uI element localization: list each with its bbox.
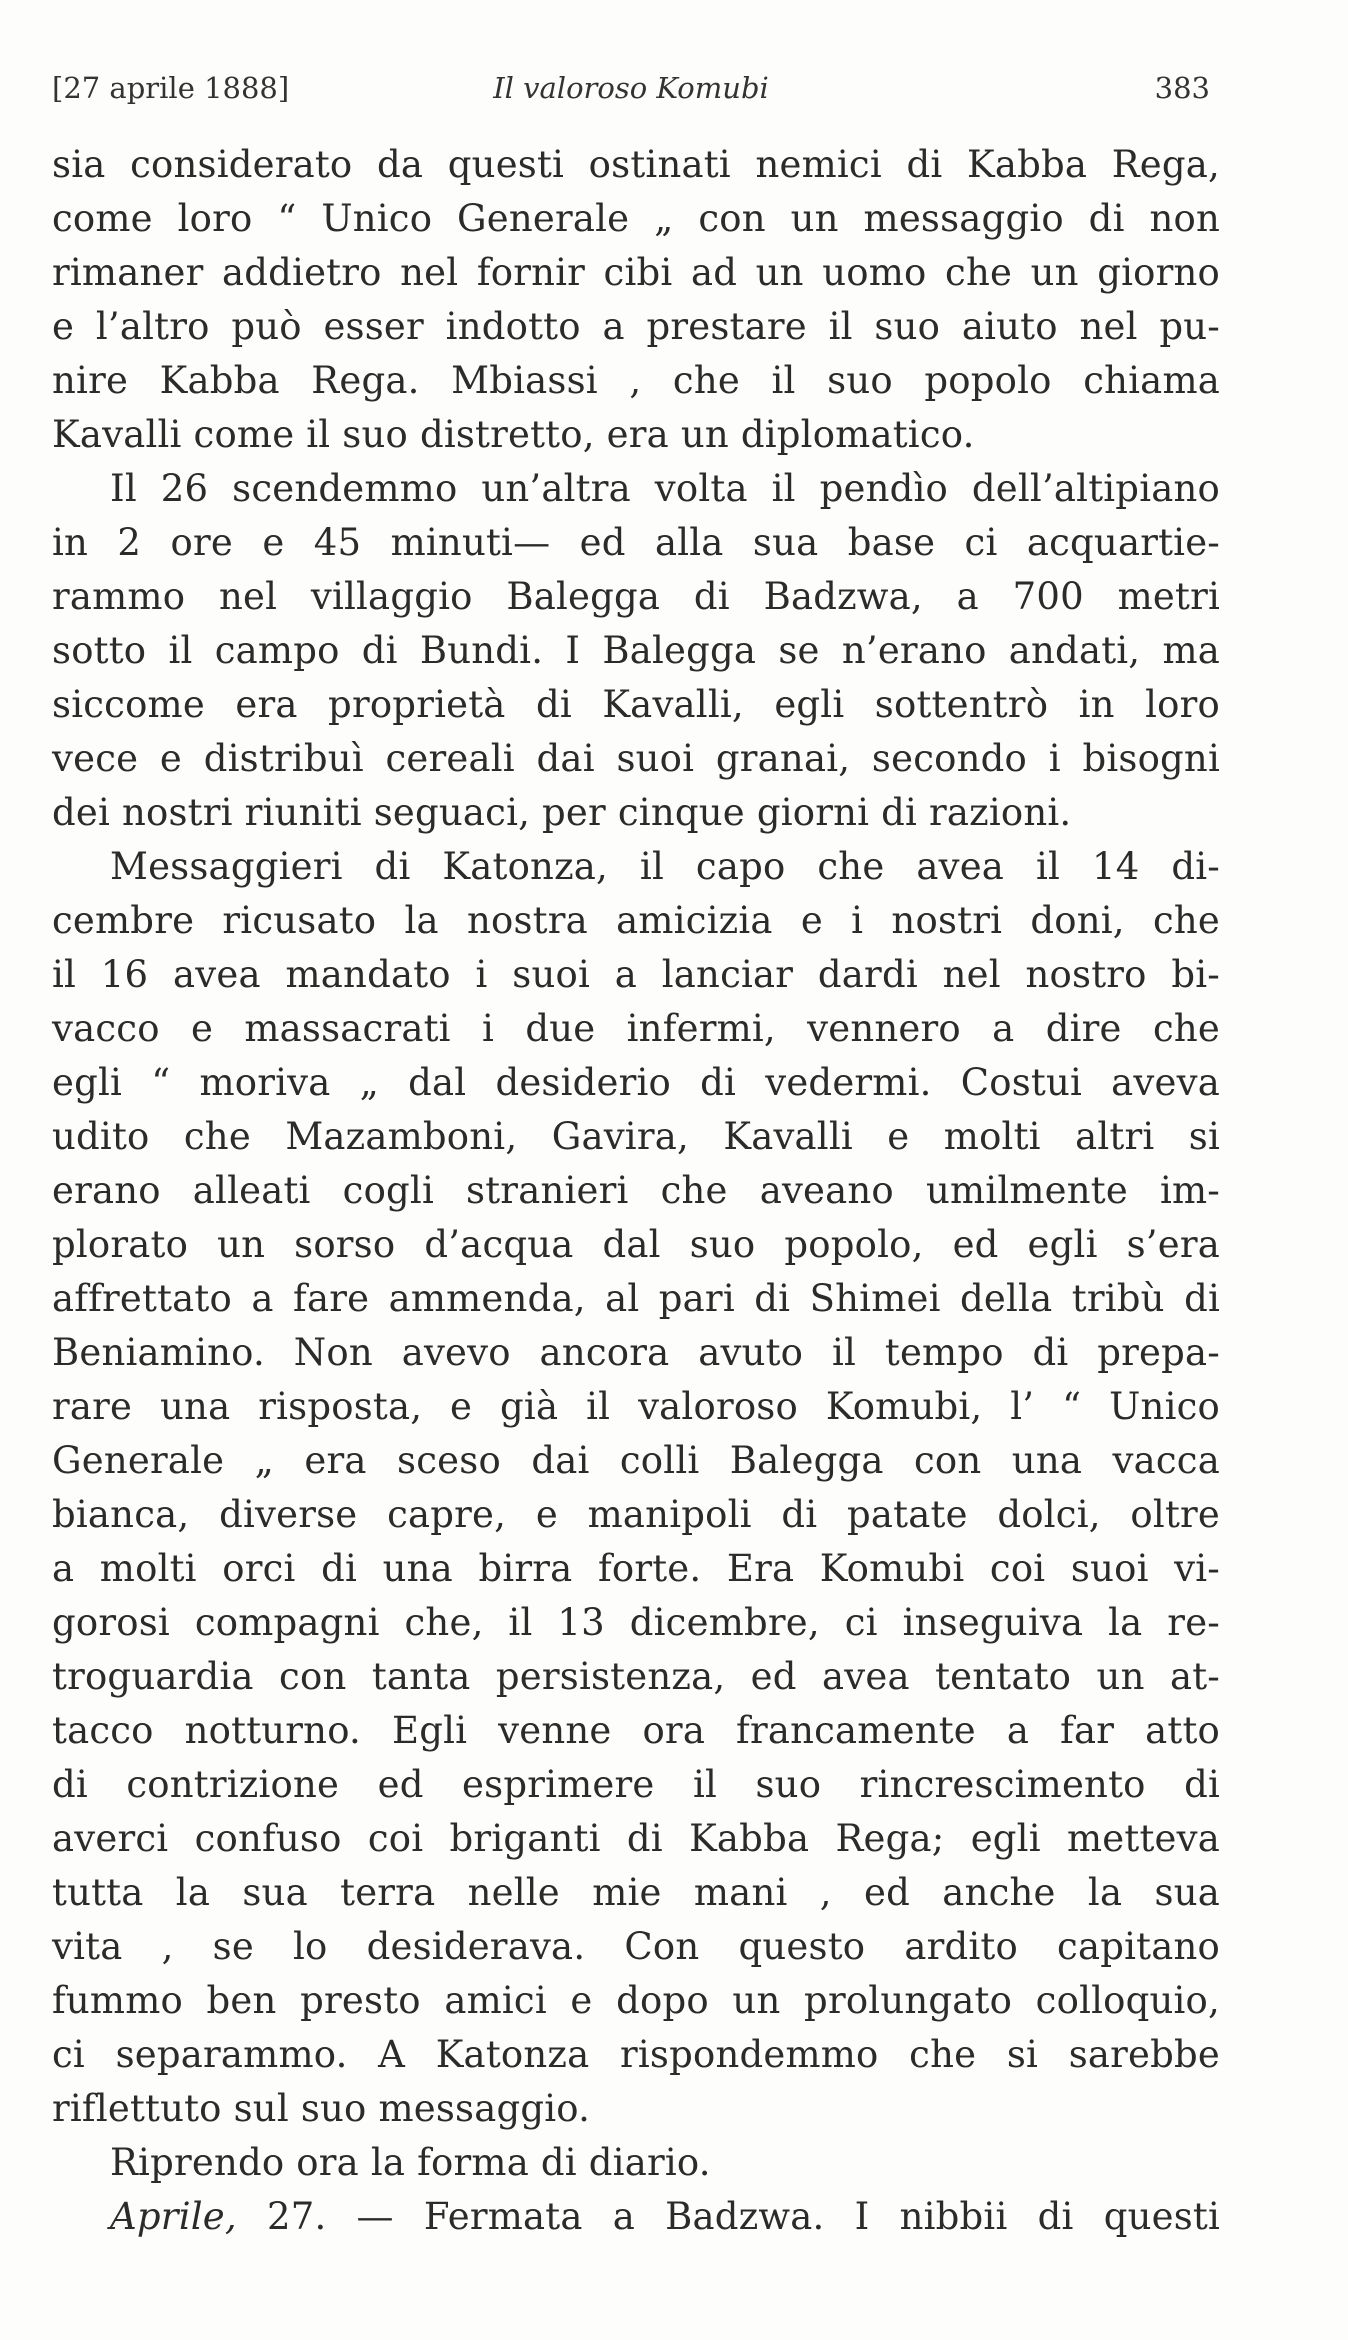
text-line: rare una risposta, e già il valoroso Komubi, l’ “ Unico (52, 1385, 1220, 1428)
text-line: e l’altro può esser indotto a prestare il suo aiuto nel pu- (52, 305, 1220, 348)
header-date: [27 aprile 1888] (52, 71, 290, 105)
text-line: plorato un sorso d’acqua dal suo popolo, ed egli s’era (52, 1223, 1220, 1266)
text-line: Riprendo ora la forma di diario. (110, 2141, 711, 2184)
text-line: vita , se lo desiderava. Con questo ardito capitano (52, 1925, 1220, 1968)
text-line: ci separammo. A Katonza rispondemmo che si sarebbe (52, 2033, 1220, 2076)
text-line: egli “ moriva „ dal desiderio di vedermi. Costui aveva (52, 1061, 1220, 1104)
text-line: vacco e massacrati i due infermi, vennero a dire che (52, 1007, 1220, 1050)
text-line: gorosi compagni che, il 13 dicembre, ci inseguiva la re- (52, 1601, 1220, 1644)
diary-entry-date: Aprile, (110, 2195, 237, 2238)
text-line: affrettato a fare ammenda, al pari di Shimei della tribù di (52, 1277, 1220, 1320)
text-line: rammo nel villaggio Balegga di Badzwa, a 700 metri (52, 575, 1220, 618)
text-line: il 16 avea mandato i suoi a lanciar dardi nel nostro bi- (52, 953, 1220, 996)
text-line: tacco notturno. Egli venne ora francamente a far atto (52, 1709, 1220, 1752)
page-number: 383 (1154, 71, 1210, 105)
text-line: in 2 ore e 45 minuti— ed alla sua base ci acquartie- (52, 521, 1220, 564)
text-line: siccome era proprietà di Kavalli, egli sottentrò in loro (52, 683, 1220, 726)
text-line: nire Kabba Rega. Mbiassi , che il suo popolo chiama (52, 359, 1220, 402)
text-line: di contrizione ed esprimere il suo rincrescimento di (52, 1763, 1220, 1806)
text-line: troguardia con tanta persistenza, ed avea tentato un at- (52, 1655, 1220, 1698)
text-line: sia considerato da questi ostinati nemici di Kabba Rega, (52, 143, 1220, 186)
text-line: dei nostri riuniti seguaci, per cinque giorni di razioni. (52, 791, 1072, 834)
text-line: erano alleati cogli stranieri che aveano umilmente im- (52, 1169, 1220, 1212)
text-line: riflettuto sul suo messaggio. (52, 2087, 591, 2130)
diary-entry-line (52, 2190, 1220, 2244)
text-line: Kavalli come il suo distretto, era un diplomatico. (52, 413, 975, 456)
header-chapter-title: Il valoroso Komubi (493, 71, 769, 105)
text-line: fummo ben presto amici e dopo un prolungato colloquio, (52, 1979, 1220, 2022)
text-line: cembre ricusato la nostra amicizia e i nostri doni, che (52, 899, 1220, 942)
text-line: a molti orci di una birra forte. Era Komubi coi suoi vi- (52, 1547, 1220, 1590)
text-line: vece e distribuì cereali dai suoi granai, secondo i bisogni (52, 737, 1220, 780)
text-line: tutta la sua terra nelle mie mani , ed anche la sua (52, 1871, 1220, 1914)
text-line: averci confuso coi briganti di Kabba Rega; egli metteva (52, 1817, 1220, 1860)
text-line: bianca, diverse capre, e manipoli di patate dolci, oltre (52, 1493, 1220, 1536)
text-line: come loro “ Unico Generale „ con un messaggio di non (52, 197, 1220, 240)
running-header (52, 68, 1210, 108)
text-line: udito che Mazamboni, Gavira, Kavalli e molti altri si (52, 1115, 1220, 1158)
body-text (52, 138, 1220, 2244)
text-line: rimaner addietro nel fornir cibi ad un uomo che un giorno (52, 251, 1220, 294)
text-line: Messaggieri di Katonza, il capo che avea il 14 di- (110, 845, 1220, 888)
text-line: Beniamino. Non avevo ancora avuto il tempo di prepa- (52, 1331, 1220, 1374)
text-line: Generale „ era sceso dai colli Balegga con una vacca (52, 1439, 1220, 1482)
diary-entry-text: 27. — Fermata a Badzwa. I nibbii di questi (236, 2195, 1220, 2238)
text-line: Il 26 scendemmo un’altra volta il pendìo dell’altipiano (110, 467, 1220, 510)
text-line: sotto il campo di Bundi. I Balegga se n’erano andati, ma (52, 629, 1220, 672)
